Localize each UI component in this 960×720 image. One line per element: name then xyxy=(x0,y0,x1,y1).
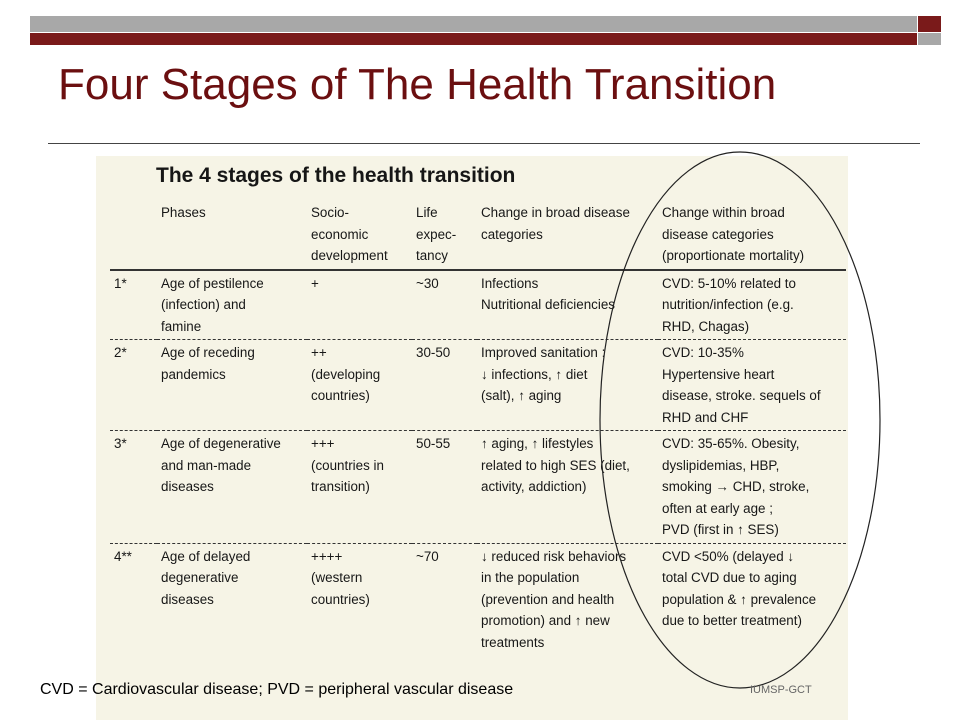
phase-cell: Age of delayed degenerative diseases xyxy=(157,543,307,655)
phase-cell: Age of receding pandemics xyxy=(157,340,307,431)
life-expectancy-cell: 50-55 xyxy=(412,431,477,544)
footnote: CVD = Cardiovascular disease; PVD = peripheral vascular disease xyxy=(40,681,514,698)
source-credit: IUMSP-GCT xyxy=(750,684,812,696)
header-within-change: Change within broad disease categories (proportionate mortality) xyxy=(658,200,846,270)
development-cell: +++ (countries in transition) xyxy=(307,431,412,544)
header-bar-gray xyxy=(30,16,917,32)
table-row xyxy=(110,431,846,544)
broad-change-cell: Improved sanitation : ↓ infections, ↑ diet (salt), ↑ aging xyxy=(477,340,658,431)
life-expectancy-cell: ~70 xyxy=(412,543,477,655)
life-expectancy-cell: 30-50 xyxy=(412,340,477,431)
life-expectancy-cell: ~30 xyxy=(416,275,439,291)
development-cell: + xyxy=(311,275,319,291)
corner-square-red xyxy=(918,16,941,32)
header-life-expectancy: Life expec- tancy xyxy=(412,200,477,270)
stage-number: 2* xyxy=(110,340,157,431)
broad-change-cell: ↑ aging, ↑ lifestyles related to high SES (diet, activity, addiction) xyxy=(477,431,658,544)
table-row xyxy=(110,270,846,340)
slide-title: Four Stages of The Health Transition xyxy=(58,60,777,109)
title-divider xyxy=(48,143,920,144)
stage-number: 3* xyxy=(110,431,157,544)
development-cell: ++++ (western countries) xyxy=(307,543,412,655)
header-phases: Phases xyxy=(157,200,307,270)
table-heading: The 4 stages of the health transition xyxy=(156,164,516,187)
broad-change-cell: Infections Nutritional deficiencies xyxy=(481,275,615,312)
development-cell: ++ (developing countries) xyxy=(307,340,412,431)
within-change-cell: CVD: 35-65%. Obesity, dyslipidemias, HBP, smoking → CHD, stroke, often at early age ; PVD (first in ↑ SES) xyxy=(658,431,846,544)
health-transition-table xyxy=(110,200,846,655)
within-change-cell: CVD <50% (delayed ↓ total CVD due to aging population & ↑ prevalence due to better treatment) xyxy=(658,543,846,655)
phase-cell: Age of pestilence (infection) and famine xyxy=(161,275,264,334)
stage-number: 4** xyxy=(110,543,157,655)
header-broad-change: Change in broad disease categories xyxy=(477,200,658,270)
table-header-row xyxy=(110,200,846,270)
corner-square-gray xyxy=(918,33,941,45)
broad-change-cell: ↓ reduced risk behaviors in the population (prevention and health promotion) and ↑ new treatments xyxy=(477,543,658,655)
phase-cell: Age of degenerative and man-made diseases xyxy=(157,431,307,544)
header-socioeconomic: Socio- economic development xyxy=(307,200,412,270)
header-bar-red xyxy=(30,33,917,45)
table-row xyxy=(110,340,846,431)
table-row xyxy=(110,543,846,655)
stage-number: 1* xyxy=(114,275,127,291)
header-stage xyxy=(110,200,157,270)
within-change-cell: CVD: 5-10% related to nutrition/infection (e.g. RHD, Chagas) xyxy=(662,275,796,334)
within-change-cell: CVD: 10-35% Hypertensive heart disease, stroke. sequels of RHD and CHF xyxy=(658,340,846,431)
